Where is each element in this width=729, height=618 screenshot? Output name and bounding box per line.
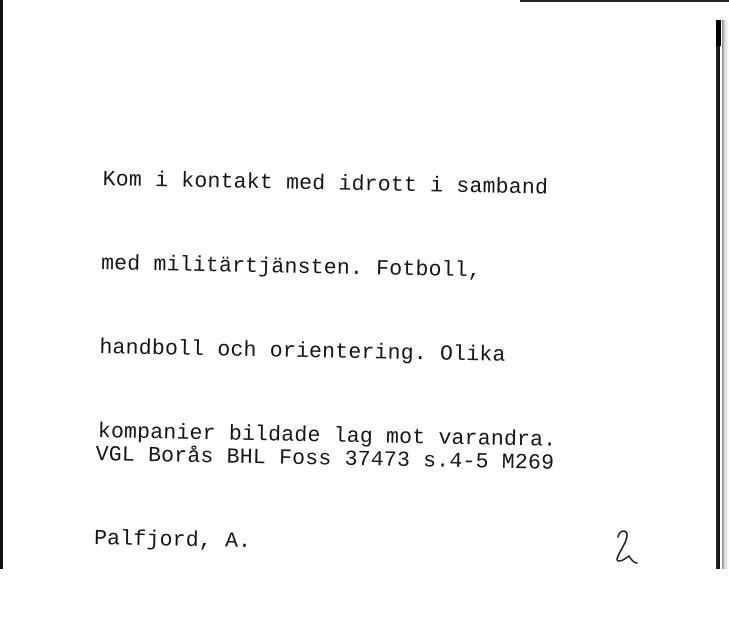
reference-line: VGL Borås BHL Foss 37473 s.4-5 M269 (95, 442, 555, 476)
body-line: med militärtjänsten. Fotboll, (100, 251, 482, 284)
body-line: kompanier bildade lag mot varandra. (97, 419, 557, 453)
card-top-edge (520, 0, 729, 2)
card-right-edge (713, 20, 729, 569)
reference-line: Palfjord, A. (93, 526, 252, 554)
card-left-edge (0, 0, 3, 569)
body-line: handboll och orientering. Olika (99, 335, 506, 368)
card-reference (93, 385, 556, 618)
handwritten-page-number (614, 528, 638, 566)
body-line: Kom i kontakt med idrott i samband (102, 167, 549, 201)
